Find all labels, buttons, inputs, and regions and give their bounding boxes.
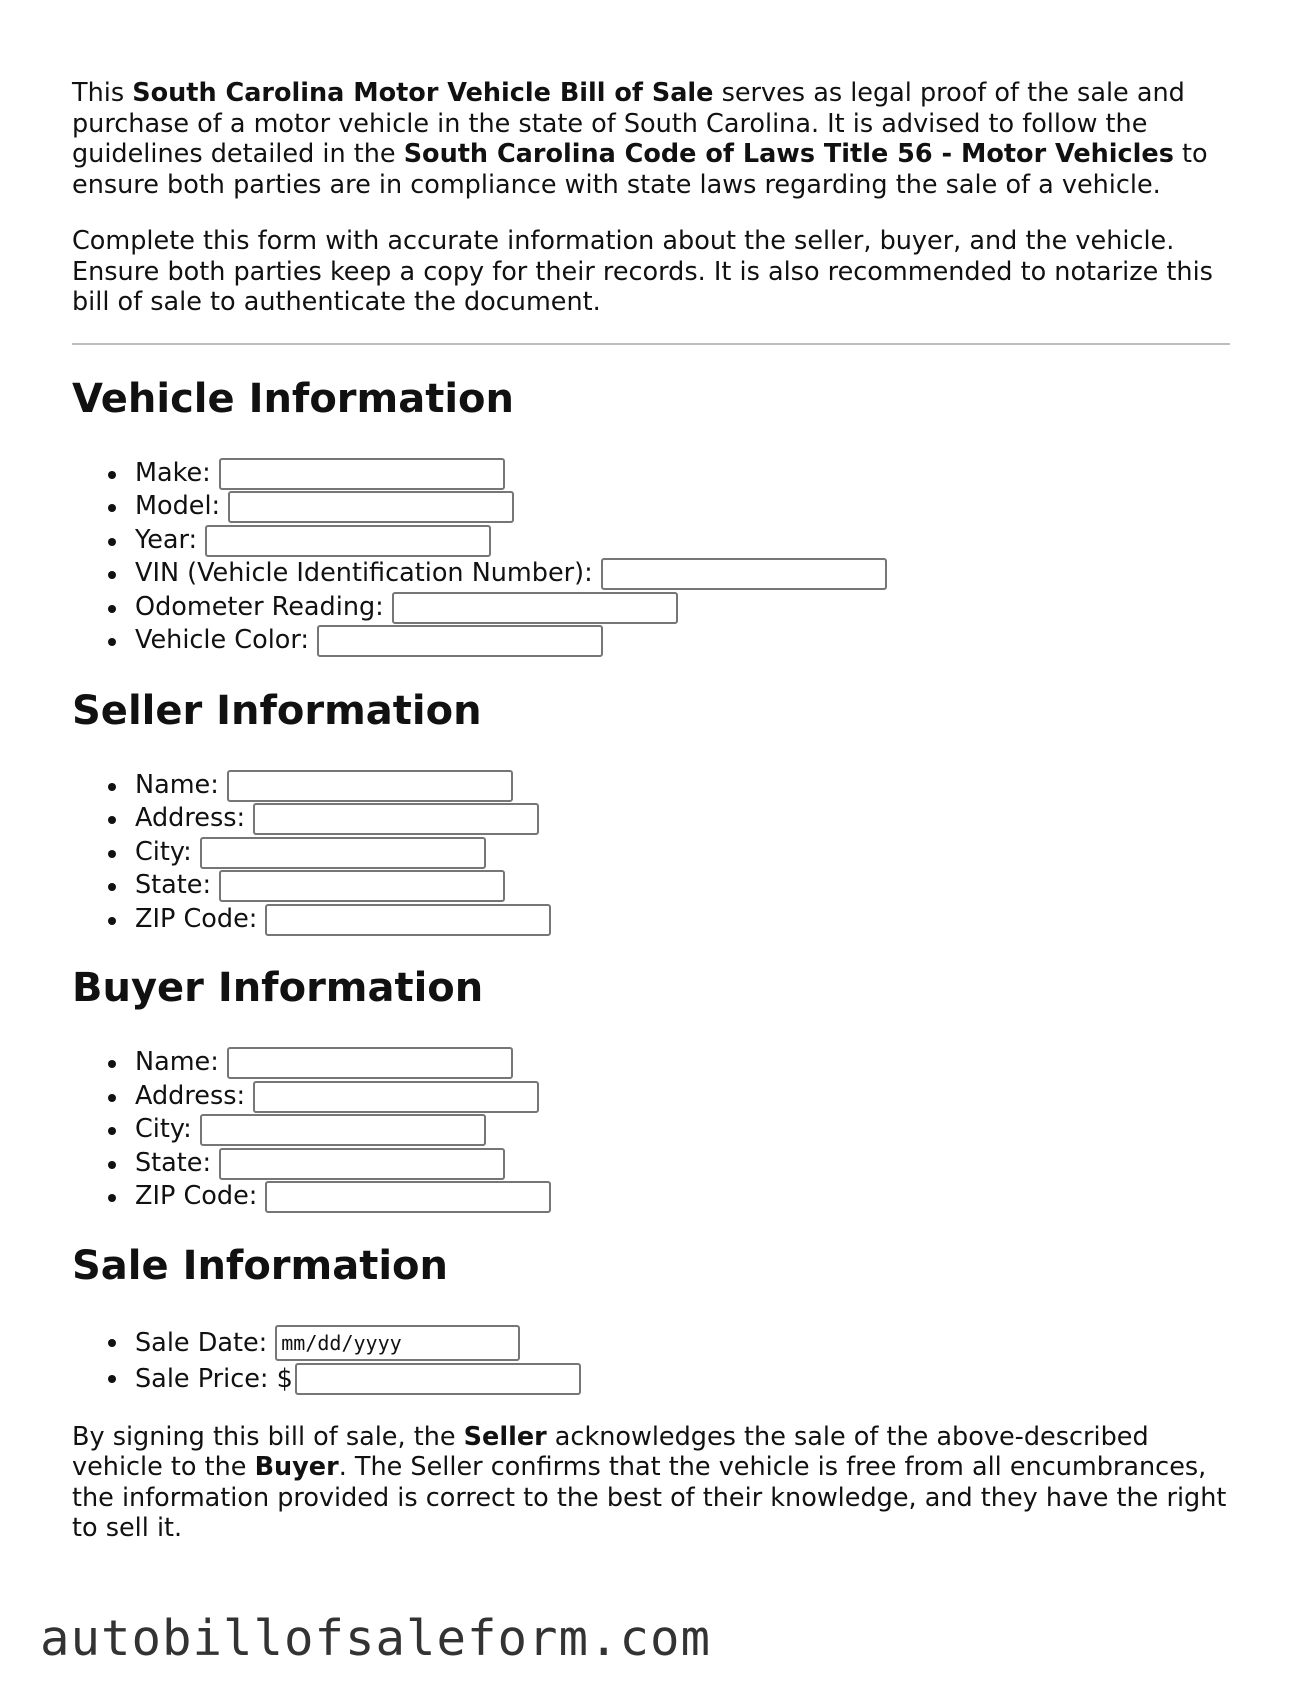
sale-field-date	[108, 1324, 1230, 1360]
closing-paragraph: By signing this bill of sale, the Seller acknowledges the sale of the above-described vehicle to the Buyer. The Seller confirms that the vehicle is free from all encumbrances, the information provided is correct to the best of their knowledge, and they have the right to sell it.	[72, 1421, 1227, 1543]
seller-bold: Seller	[463, 1421, 547, 1452]
buyer-field-state	[108, 1147, 1230, 1181]
seller-city-input[interactable]	[200, 837, 486, 869]
seller-information-heading: Seller Information	[72, 687, 482, 734]
seller-field-state	[108, 869, 1230, 903]
buyer-field-address	[108, 1080, 1230, 1114]
buyer-zip-input[interactable]	[265, 1181, 551, 1213]
field-vin	[108, 557, 1230, 591]
instructions-paragraph: Complete this form with accurate information about the seller, buyer, and the vehicle. Ensure both parties keep a copy for their records. It is also recommended to notarize this bill of sale to authenticate the document.	[72, 226, 1213, 317]
sale-date-input[interactable]: mm/dd/yyyy	[275, 1325, 520, 1361]
bill-of-sale-document	[72, 78, 1230, 1544]
make-input[interactable]	[219, 458, 505, 490]
odometer-input[interactable]	[392, 592, 678, 624]
sale-price-input[interactable]	[295, 1363, 581, 1395]
field-make	[108, 457, 1230, 491]
seller-name-input[interactable]	[227, 770, 513, 802]
field-label: Model:	[135, 491, 221, 522]
vehicle-information-heading: Vehicle Information	[72, 375, 514, 422]
vehicle-fields-list	[72, 457, 1230, 658]
buyer-information-heading: Buyer Information	[72, 965, 484, 1011]
field-year	[108, 524, 1230, 558]
year-input[interactable]	[205, 525, 491, 557]
seller-field-name	[108, 769, 1230, 803]
field-color	[108, 624, 1230, 658]
buyer-fields-list	[72, 1046, 1230, 1214]
field-label: City:	[135, 1114, 192, 1145]
buyer-bold: Buyer	[254, 1452, 339, 1482]
field-label: Make:	[135, 457, 211, 488]
document-title-bold: South Carolina Motor Vehicle Bill of Sale	[132, 78, 714, 108]
divider	[72, 343, 1230, 345]
buyer-state-input[interactable]	[219, 1148, 505, 1180]
model-input[interactable]	[228, 491, 514, 523]
field-label: VIN (Vehicle Identification Number):	[135, 558, 593, 589]
site-watermark: autobillofsaleform.com	[40, 1610, 712, 1667]
field-label: Vehicle Color:	[135, 625, 310, 656]
field-label: City:	[135, 836, 192, 867]
field-label: Year:	[135, 524, 198, 555]
vehicle-color-input[interactable]	[317, 625, 603, 657]
buyer-field-city	[108, 1113, 1230, 1147]
buyer-field-name	[108, 1046, 1230, 1080]
field-label: State:	[135, 870, 212, 901]
code-of-laws-bold: South Carolina Code of Laws Title 56 - Motor Vehicles	[403, 139, 1174, 169]
seller-address-input[interactable]	[253, 803, 539, 835]
vin-input[interactable]	[601, 558, 887, 590]
field-model	[108, 490, 1230, 524]
seller-state-input[interactable]	[219, 870, 505, 902]
field-odometer	[108, 591, 1230, 625]
intro-paragraph: This South Carolina Motor Vehicle Bill of Sale serves as legal proof of the sale and purchase of a motor vehicle in the state of South Carolina. It is advised to follow the guidelines detailed in the South Carolina Code of Laws Title 56 - Motor Vehicles to ensure both parties are in compliance with state laws regarding the sale of a vehicle.	[72, 78, 1208, 200]
sale-information-heading: Sale Information	[72, 1242, 448, 1289]
buyer-name-input[interactable]	[227, 1047, 513, 1079]
seller-field-city	[108, 836, 1230, 870]
sale-fields-list	[72, 1324, 1230, 1396]
seller-fields-list	[72, 769, 1230, 937]
field-label: ZIP Code:	[135, 903, 258, 934]
buyer-address-input[interactable]	[253, 1081, 539, 1113]
field-label: State:	[135, 1147, 212, 1178]
field-label: Sale Date:	[135, 1327, 268, 1358]
field-label: Address:	[135, 1080, 246, 1111]
seller-zip-input[interactable]	[265, 904, 551, 936]
seller-field-address	[108, 802, 1230, 836]
sale-field-price	[108, 1360, 1230, 1396]
field-label: ZIP Code:	[135, 1181, 258, 1212]
buyer-city-input[interactable]	[200, 1114, 486, 1146]
buyer-field-zip	[108, 1180, 1230, 1214]
field-label: Odometer Reading:	[135, 591, 384, 622]
field-label: Name:	[135, 1047, 219, 1078]
seller-field-zip	[108, 903, 1230, 937]
field-label: Sale Price: $	[135, 1363, 293, 1394]
field-label: Address:	[135, 803, 246, 834]
field-label: Name:	[135, 769, 219, 800]
